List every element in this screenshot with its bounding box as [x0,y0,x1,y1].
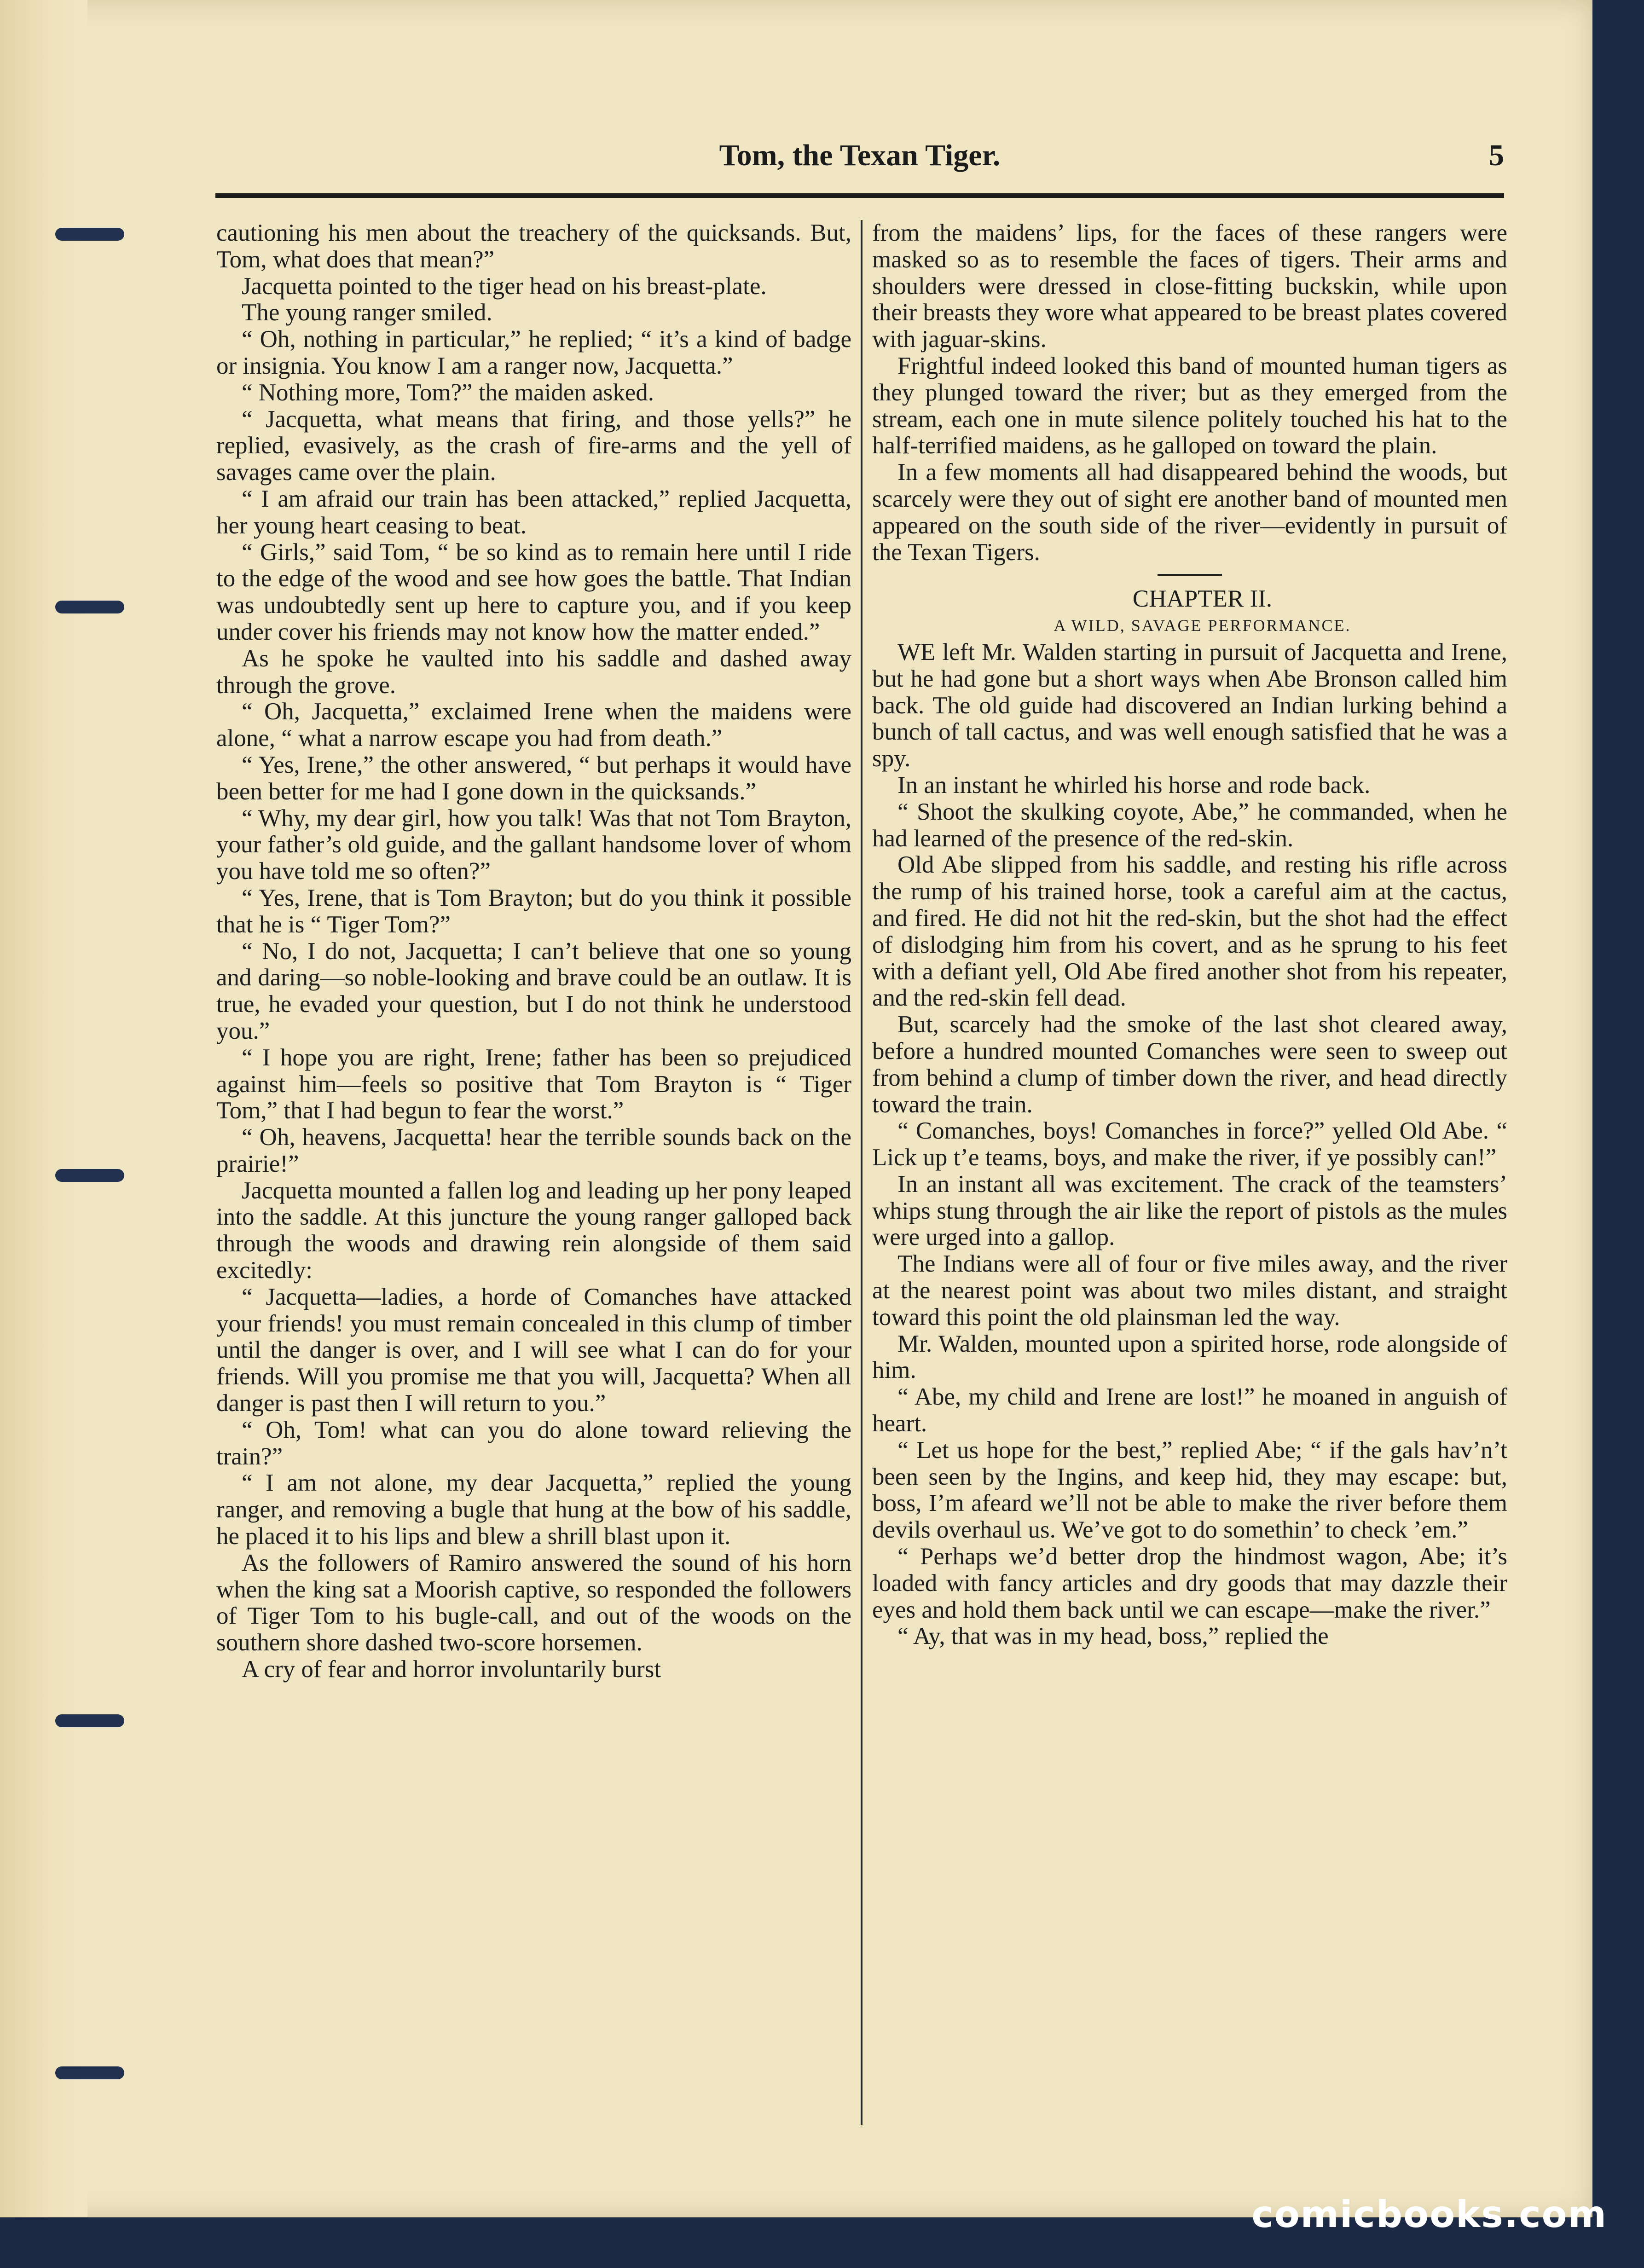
chapter-rule [1158,574,1222,576]
binding-gutter [0,0,87,2217]
paragraph: “ Jacquetta, what means that firing, and those yells?” he replied, evasively, as the crash of fire-arms and the yell of savages came over the plain. [216,405,851,486]
paragraph: “ Yes, Irene, that is Tom Brayton; but do you think it possible that he is “ Tiger Tom?” [216,884,851,938]
left-column [216,220,851,1683]
right-column-after-chapter [872,639,1507,1650]
paragraph: “ I am afraid our train has been attacked,” replied Jacquetta, her young heart ceasing to beat. [216,485,851,539]
paragraph: “ Yes, Irene,” the other answered, “ but perhaps it would have been better for me had I gone down in the quicksands.” [216,751,851,805]
paragraph: “ I am not alone, my dear Jacquetta,” replied the young ranger, and removing a bugle that hung at the bow of his saddle, he placed it to his lips and blew a shrill blast upon it. [216,1470,851,1550]
paragraph: “ Ay, that was in my head, boss,” replied the [897,1623,1329,1650]
paragraph: “ Oh, heavens, Jacquetta! hear the terrible sounds back on the prairie!” [216,1124,851,1177]
paragraph: “ Comanches, boys! Comanches in force?” yelled Old Abe. “ Lick up t’e teams, boys, and make the river, if ye possibly can!” [872,1117,1507,1171]
paragraph: Frightful indeed looked this band of mounted human tigers as they plunged toward the river; but as they emerged from the stream, each one in mute silence politely touched his hat to the half-terrified maidens, as he galloped on toward the plain. [872,352,1507,459]
paragraph: As he spoke he vaulted into his saddle and dashed away through the grove. [216,645,851,699]
paragraph: The Indians were all of four or five miles away, and the river at the nearest point was about two miles distant, and straight toward this point the old plainsman led the way. [872,1250,1507,1331]
running-header [215,133,1504,198]
paragraph: Jacquetta mounted a fallen log and leading up her pony leaped into the saddle. At this juncture the young ranger galloped back through the woods and drawing rein alongside of them said excitedly: [216,1177,851,1284]
paragraph: from the maidens’ lips, for the faces of these rangers were masked so as to resemble the faces of tigers. Their arms and shoulders were dressed in close-fitting buckskin, while upon their breasts they wore what appeared to be breast plates covered with jaguar-skins. [872,220,1507,353]
paragraph: Old Abe slipped from his saddle, and resting his rifle across the rump of his trained horse, took a careful aim at the cactus, and fired. He did not hit the red-skin, but the shot had the effect of dislodging him from his covert, and as he sprung to his feet with a defiant yell, Old Abe fired another shot from his repeater, and the red-skin fell dead. [872,851,1507,1012]
paragraph: “ Let us hope for the best,” replied Abe; “ if the gals hav’n’t been seen by the Ingins, and keep hid, they may escape: but, boss, I’m afeard we’ll not be able to make the river before them devils overhaul us. We’ve got to do somethin’ to check ’em.” [872,1436,1507,1544]
paragraph: “ I hope you are right, Irene; father has been so prejudiced against him—feels so positive that Tom Brayton is “ Tiger Tom,” that I had begun to fear the worst.” [216,1044,851,1124]
paragraph: cautioning his men about the treachery of the quicksands. But, Tom, what does that mean?” [216,220,851,273]
binding-stitch [55,601,124,613]
paragraph: The young ranger smiled. [242,299,492,326]
paragraph: In an instant he whirled his horse and rode back. [897,771,1371,798]
paragraph: WE left Mr. Walden starting in pursuit of Jacquetta and Irene, but he had gone but a short ways when Abe Bronson called him back. The old guide had discovered an Indian lurking behind a bunch of tall cactus, and was well enough satisfied that he was a spy. [872,638,1507,772]
paragraph: “ Nothing more, Tom?” the maiden asked. [242,379,654,406]
paragraph: “ Shoot the skulking coyote, Abe,” he commanded, when he had learned of the presence of the red-skin. [872,798,1507,852]
paragraph: But, scarcely had the smoke of the last shot cleared away, before a hundred mounted Comanches were seen to sweep out from behind a clump of timber down the river, and head directly toward the train. [872,1011,1507,1118]
paragraph: “ Oh, Jacquetta,” exclaimed Irene when the maidens were alone, “ what a narrow escape you had from death.” [216,698,851,752]
paragraph: Mr. Walden, mounted upon a spirited horse, rode alongside of him. [872,1330,1507,1384]
paragraph: Jacquetta pointed to the tiger head on his breast-plate. [242,272,767,300]
paragraph: “ Oh, Tom! what can you do alone toward relieving the train?” [216,1416,851,1470]
paragraph: As the followers of Ramiro answered the sound of his horn when the king sat a Moorish captive, so responded the followers of Tiger Tom to his bugle-call, and out of the woods on the southern shore dashed two-score horsemen. [216,1549,851,1656]
watermark: comicbooks.com [1251,2193,1607,2236]
paragraph: “ Oh, nothing in particular,” he replied; “ it’s a kind of badge or insignia. You know I am a ranger now, Jacquetta.” [216,326,851,379]
paragraph: A cry of fear and horror involuntarily burst [242,1656,661,1683]
paragraph: “ Abe, my child and Irene are lost!” he moaned in anguish of heart. [872,1383,1507,1437]
paragraph: “ No, I do not, Jacquetta; I can’t believe that one so young and daring—so noble-looking and brave could be an outlaw. It is true, he evaded your question, but I do not think he understood you.” [216,937,851,1044]
chapter-subtitle: A WILD, SAVAGE PERFORMANCE. [1054,616,1351,635]
running-title: Tom, the Texan Tiger. [719,139,1001,172]
binding-stitch [55,1714,124,1727]
page-number: 5 [1489,139,1504,172]
binding-stitch [55,1169,124,1182]
right-column [872,220,1507,1650]
paragraph: “ Girls,” said Tom, “ be so kind as to remain here until I ride to the edge of the wood and see how goes the battle. That Indian was undoubtedly sent up here to capture you, and if you keep under cover his friends may not know how the matter ended.” [216,538,851,645]
paragraph: In a few moments all had disappeared behind the woods, but scarcely were they out of sight ere another band of mounted men appeared on the south side of the river—evidently in pursuit of the Texan Tigers. [872,459,1507,566]
paragraph: “ Why, my dear girl, how you talk! Was that not Tom Brayton, your father’s old guide, and the gallant handsome lover of whom you have told me so often?” [216,804,851,885]
binding-stitch [55,2066,124,2079]
chapter-title: CHAPTER II. [1132,585,1273,613]
paragraph: In an instant all was excitement. The crack of the teamsters’ whips stung through the air like the report of pistols as the mules were urged into a gallop. [872,1170,1507,1251]
column-divider [861,220,863,2125]
right-column-before-chapter [872,220,1507,566]
paragraph: “ Jacquetta—ladies, a horde of Comanches have attacked your friends! you must remain concealed in this clump of timber until the danger is over, and I will see what I can do for your friends. Will you promise me that you will, Jacquetta? When all danger is past then I will return to you.” [216,1283,851,1417]
paragraph: “ Perhaps we’d better drop the hindmost wagon, Abe; it’s loaded with fancy articles and dry goods that may dazzle their eyes and hold them back until we can escape—make the river.” [872,1543,1507,1623]
binding-stitch [55,228,124,241]
